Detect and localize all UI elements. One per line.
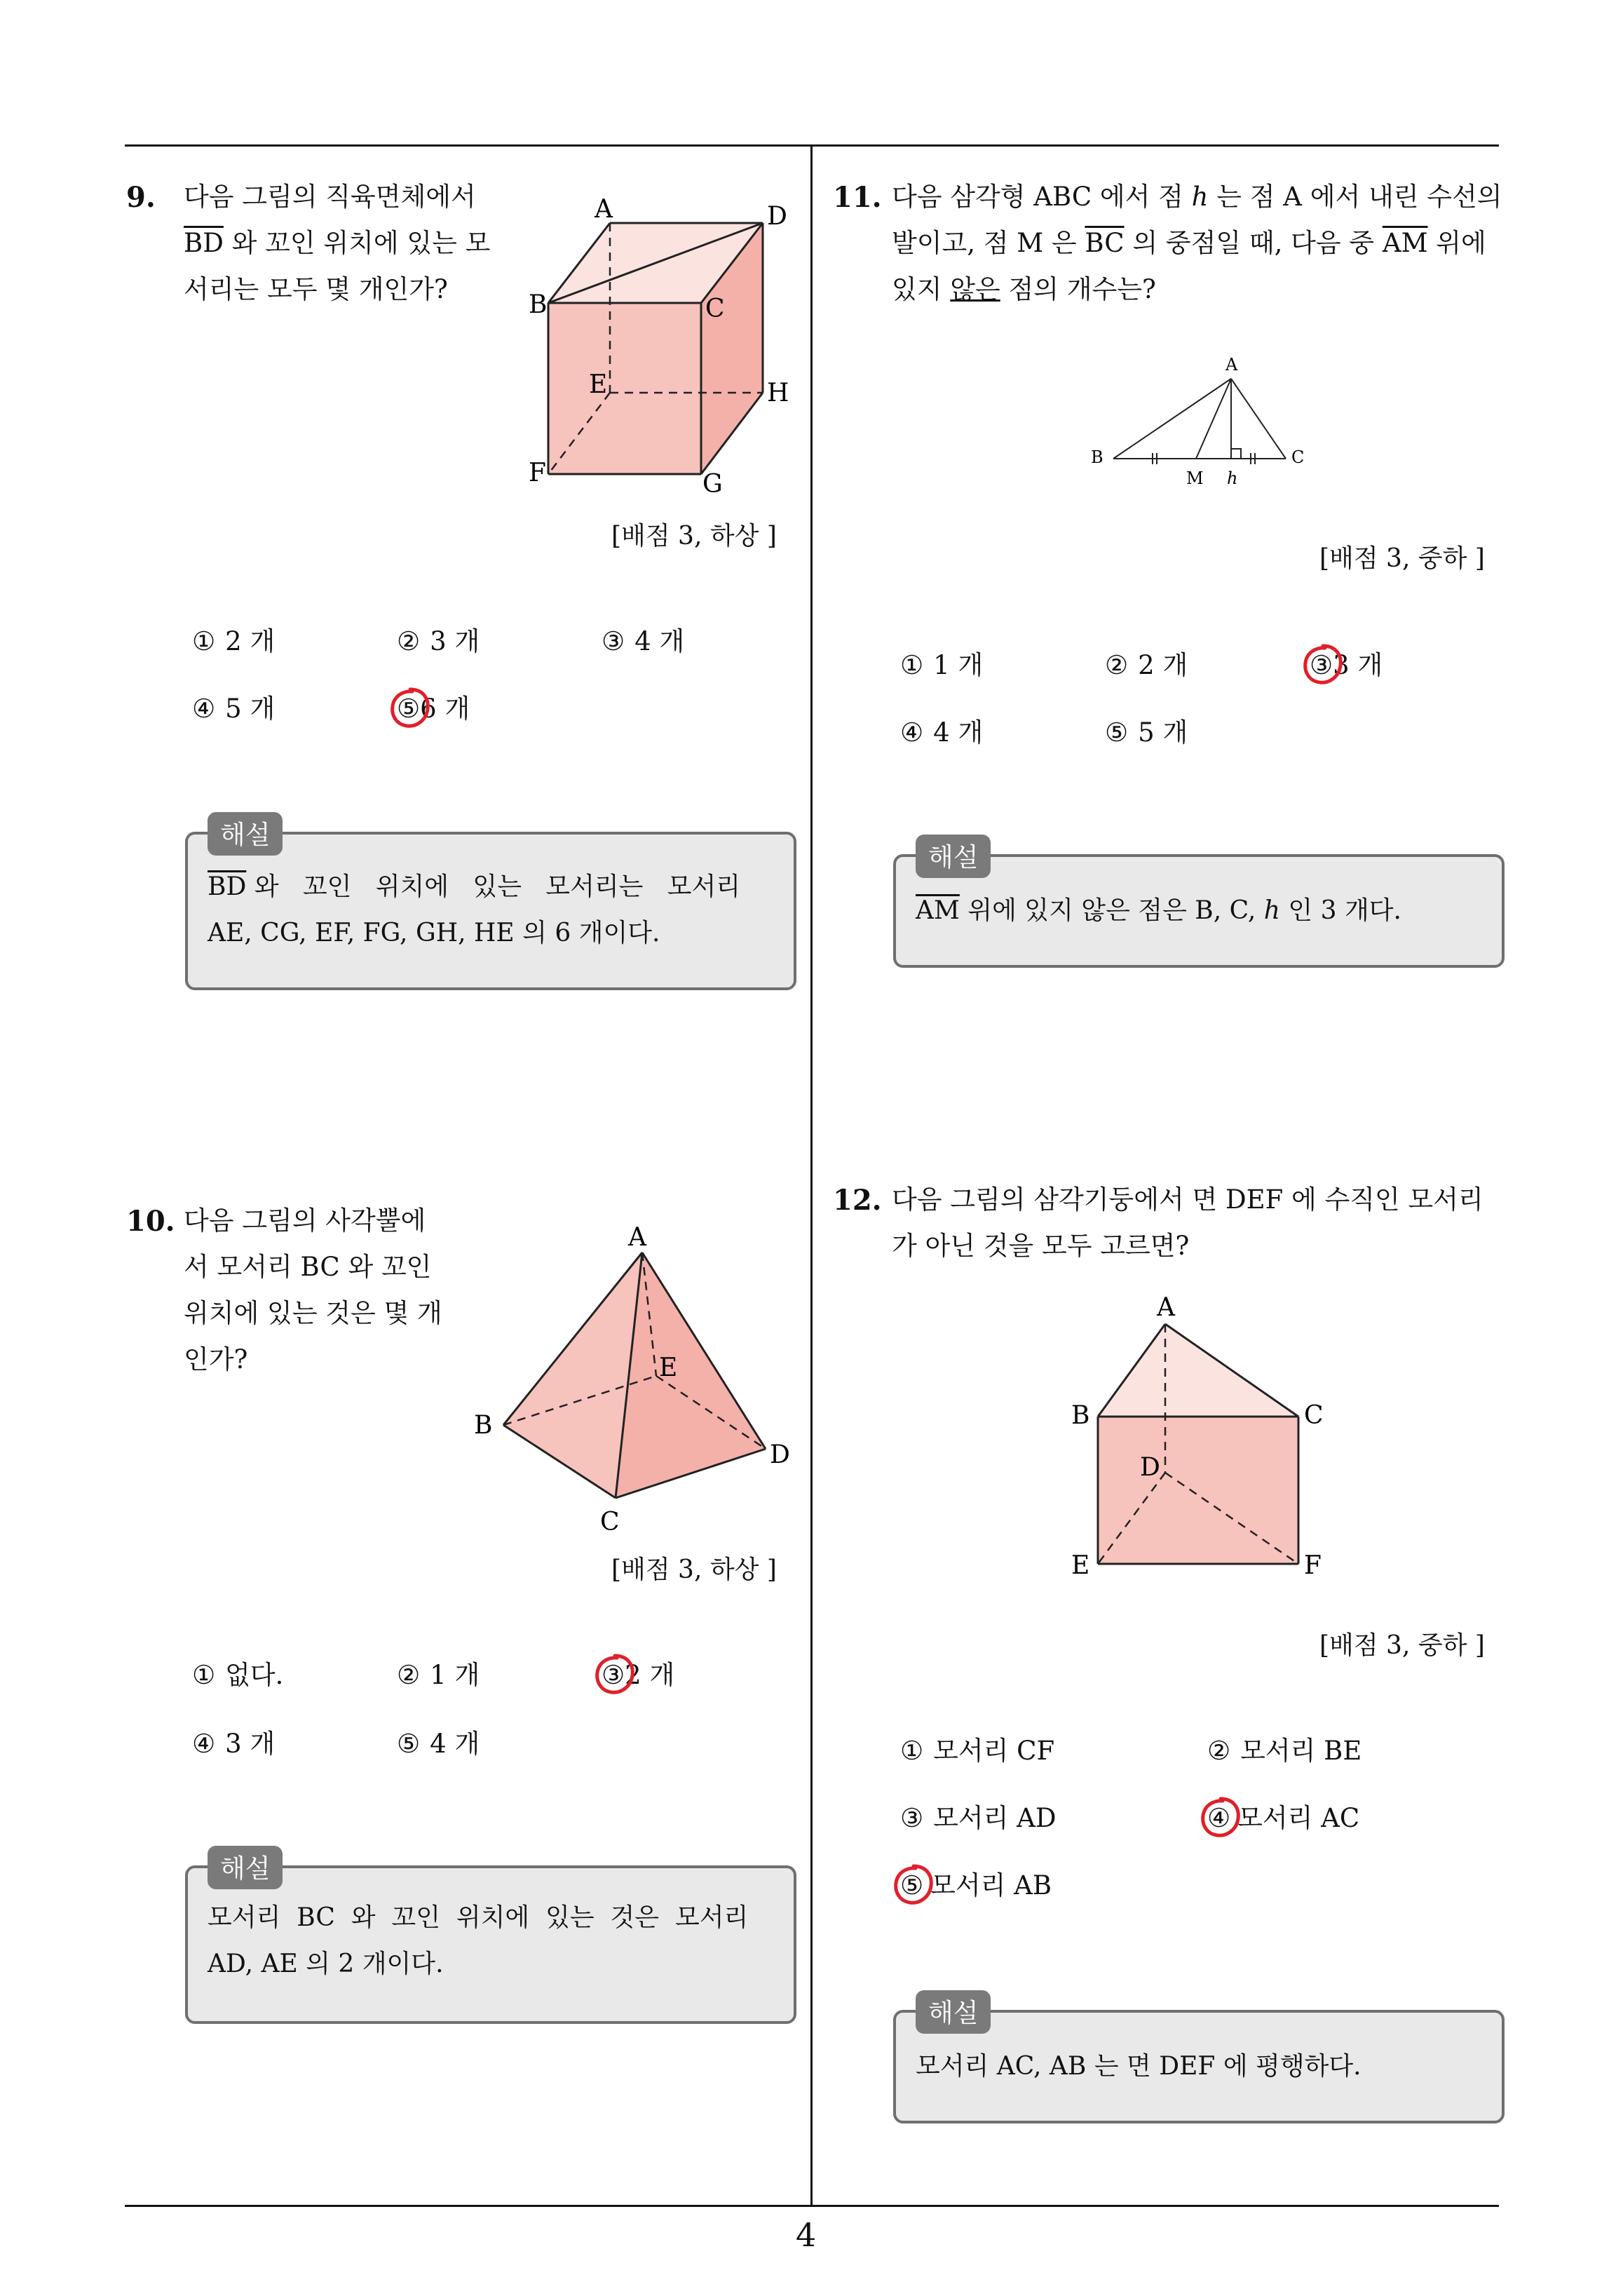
q9-line3: 서리는 모두 몇 개인가? — [184, 274, 448, 304]
choice-text: 3 개 — [225, 1729, 276, 1759]
q9-question — [184, 174, 506, 313]
choice-number: ③ — [602, 626, 625, 656]
q11-am-segment: $\overline{AM}$ — [1382, 228, 1428, 258]
q10-question — [184, 1198, 464, 1383]
q12-label-f: F — [1304, 1551, 1322, 1580]
q10-choice-5[interactable] — [397, 1722, 480, 1760]
q11-line3-a: 있지 — [892, 274, 951, 304]
choice-text: 1 개 — [933, 650, 984, 680]
q9-exp-bd: $\overline{BD}$ — [208, 872, 247, 901]
q11-exp-h: h — [1263, 896, 1280, 925]
q10-choice-1[interactable] — [192, 1654, 283, 1691]
q9-line1: 다음 그림의 직육면체에서 — [184, 182, 476, 212]
q10-exp-line2: AD, AE 의 2 개이다. — [208, 1950, 444, 1978]
red-circle-mark-icon — [592, 1652, 638, 1698]
q12-label-c: C — [1304, 1401, 1324, 1430]
q11-exp-b: 인 3 개다. — [1279, 896, 1401, 925]
q12-number: 12. — [833, 1184, 882, 1217]
q11-line3 — [892, 266, 1509, 313]
q11-triangle-figure — [1080, 344, 1318, 498]
q10-label-b: B — [474, 1411, 493, 1440]
q12-prism-figure — [1059, 1283, 1339, 1592]
q9-label-c: C — [705, 295, 725, 323]
choice-text: 6 개 — [420, 694, 470, 724]
q12-question — [892, 1177, 1509, 1269]
q12-choice-3[interactable] — [900, 1797, 1057, 1835]
red-circle-mark-icon — [890, 1862, 937, 1908]
q11-explanation-tag: 해설 — [916, 835, 991, 878]
choice-text: 2 개 — [625, 1660, 675, 1690]
q11-line1-b: 는 점 A 에서 내린 수선의 — [1208, 182, 1502, 212]
q11-exp-am: $\overline{AM}$ — [916, 896, 960, 925]
q11-h-symbol: h — [1191, 182, 1209, 212]
answer-mark — [397, 694, 420, 724]
q11-bc-segment: $\overline{BC}$ — [1085, 228, 1125, 258]
q9-label-e: E — [589, 370, 608, 399]
q10-choice-4[interactable] — [192, 1722, 275, 1760]
q10-label-a: A — [628, 1223, 646, 1252]
q10-line4: 인가? — [184, 1344, 248, 1375]
q11-exp-a: 위에 있지 않은 점은 B, C, — [959, 896, 1264, 925]
choice-number: ④ — [192, 1729, 216, 1759]
q11-label-m: M — [1186, 468, 1204, 488]
q9-label-a: A — [595, 195, 613, 224]
q9-exp-line1 — [208, 864, 782, 910]
choice-text: 3 개 — [1333, 650, 1383, 680]
q10-choice-2[interactable] — [397, 1654, 480, 1691]
q11-choice-5[interactable] — [1105, 711, 1188, 749]
q12-label-a: A — [1157, 1293, 1175, 1322]
red-circle-mark-icon — [1300, 642, 1346, 688]
page-number: 4 — [796, 2216, 817, 2254]
q11-underlined-word: 않은 — [950, 274, 1000, 304]
q9-explanation-tag: 해설 — [208, 812, 283, 856]
q9-cuboid-figure — [519, 189, 813, 505]
q10-exp-line1: 모서리 BC 와 꼬인 위치에 있는 것은 모서리 — [208, 1903, 749, 1932]
q12-exp-line1: 모서리 AC, AB 는 면 DEF 에 평행하다. — [916, 2052, 1361, 2081]
q11-line1-a: 다음 삼각형 ABC 에서 점 — [892, 182, 1192, 212]
choice-number: ① — [900, 650, 924, 680]
choice-number: ② — [397, 626, 421, 656]
q9-label-g: G — [702, 470, 723, 499]
red-circle-mark-icon — [1197, 1795, 1244, 1841]
q9-choice-4[interactable] — [192, 687, 275, 725]
q11-choice-2[interactable] — [1105, 644, 1188, 682]
choice-number: ③ — [602, 1660, 625, 1690]
q9-bd-segment: $\overline{BD}$ — [184, 228, 224, 258]
q11-line2 — [892, 220, 1509, 266]
q11-choice-3[interactable] — [1310, 644, 1383, 682]
q12-explanation-tag: 해설 — [916, 1990, 991, 2034]
q11-question — [892, 174, 1509, 313]
q11-exp-line1 — [916, 888, 1490, 934]
choice-number: ⑤ — [397, 1729, 421, 1759]
q9-label-b: B — [529, 290, 548, 319]
q11-label-a: A — [1225, 355, 1238, 374]
choice-text: 4 개 — [430, 1729, 480, 1759]
q11-number: 11. — [833, 181, 882, 214]
q9-score: [배점 3, 하상 ] — [611, 522, 777, 551]
q12-label-d: D — [1140, 1453, 1160, 1482]
q9-line2-rest: 와 꼬인 위치에 있는 모 — [223, 228, 491, 258]
q10-line1: 다음 그림의 사각뿔에 — [184, 1206, 426, 1236]
choice-text: 모서리 AC — [1237, 1803, 1360, 1833]
q11-score: [배점 3, 중하 ] — [1319, 544, 1485, 573]
choice-number: ⑤ — [1105, 717, 1129, 748]
choice-text: 모서리 AD — [933, 1803, 1057, 1833]
answer-mark — [1207, 1803, 1230, 1833]
q12-label-b: B — [1071, 1401, 1090, 1430]
choice-text: 2 개 — [225, 626, 276, 656]
choice-number: ④ — [192, 694, 216, 724]
q10-line2: 서 모서리 BC 와 꼬인 — [184, 1252, 432, 1282]
choice-number: ② — [397, 1660, 421, 1690]
q11-line2-b: 의 중점일 때, 다음 중 — [1124, 228, 1383, 258]
q9-exp-line2: AE, CG, EF, FG, GH, HE 의 6 개이다. — [208, 919, 660, 947]
q12-choice-1[interactable] — [900, 1729, 1054, 1767]
q10-explanation-text — [208, 1895, 782, 1987]
q12-line1: 다음 그림의 삼각기둥에서 면 DEF 에 수직인 모서리 — [892, 1184, 1483, 1215]
choice-text: 4 개 — [933, 717, 984, 748]
q9-explanation-text — [208, 864, 782, 957]
q10-score: [배점 3, 하상 ] — [611, 1555, 777, 1584]
choice-text: 모서리 AB — [930, 1870, 1052, 1900]
q9-number: 9. — [126, 181, 156, 214]
q11-choice-1[interactable] — [900, 644, 983, 682]
choice-text: 1 개 — [430, 1660, 480, 1690]
choice-text: 5 개 — [1138, 717, 1188, 748]
choice-text: 2 개 — [1138, 650, 1188, 680]
q12-choice-4[interactable] — [1207, 1797, 1359, 1835]
q9-label-f: F — [529, 459, 546, 487]
q11-line2-c: 위에 — [1427, 228, 1486, 258]
choice-number: ③ — [1310, 650, 1333, 680]
q9-choice-5[interactable] — [397, 687, 470, 725]
q9-choice-2[interactable] — [397, 620, 480, 658]
choice-number: ② — [1105, 650, 1129, 680]
choice-number: ⑤ — [900, 1870, 924, 1900]
q12-explanation-text — [916, 2044, 1490, 2090]
answer-mark — [1310, 650, 1333, 680]
q11-label-c: C — [1291, 447, 1305, 467]
answer-mark — [602, 1660, 625, 1690]
choice-number: ③ — [900, 1803, 924, 1833]
choice-text: 5 개 — [225, 694, 276, 724]
q10-pyramid-figure — [463, 1206, 799, 1543]
red-circle-mark-icon — [387, 685, 433, 731]
q11-line1 — [892, 174, 1509, 220]
q12-line2: 가 아닌 것을 모두 고르면? — [892, 1231, 1190, 1261]
q10-label-c: C — [600, 1508, 620, 1537]
choice-number: ④ — [1207, 1803, 1231, 1833]
q9-label-h: H — [767, 379, 789, 407]
choice-number: ① — [900, 1736, 924, 1766]
q12-choice-5[interactable] — [900, 1864, 1052, 1902]
q11-explanation-text — [916, 888, 1490, 934]
choice-text: 없다. — [225, 1660, 284, 1690]
q11-choice-4[interactable] — [900, 711, 983, 749]
q11-line2-a: 발이고, 점 M 은 — [892, 228, 1085, 258]
answer-mark — [900, 1870, 923, 1900]
q9-choice-3[interactable] — [602, 620, 684, 658]
bottom-rule — [125, 2205, 1499, 2207]
choice-number: ⑤ — [397, 694, 421, 724]
q10-explanation-tag: 해설 — [208, 1846, 283, 1889]
q11-label-h: h — [1227, 468, 1238, 488]
q12-score: [배점 3, 중하 ] — [1319, 1631, 1485, 1660]
q10-number: 10. — [126, 1205, 175, 1238]
q9-choice-1[interactable] — [192, 620, 275, 658]
q12-label-e: E — [1071, 1551, 1090, 1580]
q10-label-e: E — [659, 1353, 678, 1382]
choice-number: ① — [192, 626, 216, 656]
choice-number: ① — [192, 1660, 216, 1690]
q10-line3: 위치에 있는 것은 몇 개 — [184, 1298, 442, 1328]
q10-choice-3[interactable] — [602, 1654, 674, 1691]
q9-line2 — [184, 220, 506, 266]
choice-number: ④ — [900, 717, 924, 748]
choice-text: 4 개 — [634, 626, 685, 656]
choice-text: 모서리 CF — [933, 1736, 1055, 1766]
q10-label-d: D — [770, 1440, 790, 1469]
q9-label-d: D — [767, 202, 787, 231]
q9-exp-line1-rest: 와 꼬인 위치에 있는 모서리는 모서리 — [246, 872, 741, 901]
choice-number: ② — [1207, 1736, 1231, 1766]
choice-text: 3 개 — [430, 626, 480, 656]
q11-label-b: B — [1091, 447, 1103, 467]
q11-line3-b: 점의 개수는? — [1000, 274, 1156, 304]
q12-choice-2[interactable] — [1207, 1729, 1361, 1767]
choice-text: 모서리 BE — [1240, 1736, 1362, 1766]
